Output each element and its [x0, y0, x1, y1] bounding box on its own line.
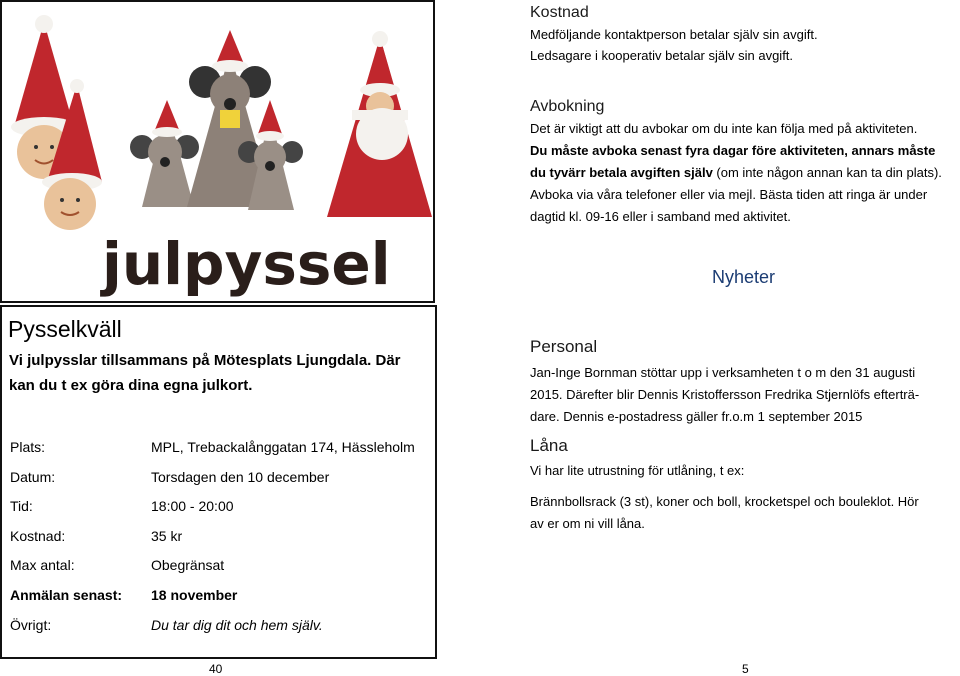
detail-label-datum: Datum:: [10, 469, 56, 485]
event-info-box: [0, 305, 437, 659]
avbokning-line-2: Du måste avboka senast fyra dagar före aktiviteten, annars måste: [530, 143, 936, 158]
detail-label-tid: Tid:: [10, 498, 33, 514]
personal-line-2: 2015. Därefter blir Dennis Kristoffersson Fredrika Stjernlöfs efterträ-: [530, 387, 920, 402]
personal-line-1: Jan-Inge Bornman stöttar upp i verksamheten t o m den 31 augusti: [530, 365, 916, 380]
page-number-left: 40: [209, 662, 223, 676]
avbokning-heading: Avbokning: [530, 98, 605, 115]
event-title: Pysselkväll: [8, 316, 122, 342]
personal-line-3: dare. Dennis e-postadress gäller fr.o.m 1 september 2015: [530, 409, 863, 424]
event-intro-line-1: Vi julpysslar tillsammans på Mötesplats Ljungdala. Där: [9, 352, 401, 369]
santa-figure: [327, 31, 432, 217]
detail-value-tid: 18:00 - 20:00: [151, 498, 234, 514]
avbokning-line-3: [530, 162, 942, 183]
detail-label-ovrigt: Övrigt:: [10, 617, 52, 633]
lana-line-3: av er om ni vill låna.: [530, 516, 645, 531]
kostnad-heading: Kostnad: [530, 4, 589, 21]
mouse-figure-left: [130, 100, 199, 207]
detail-value-datum: Torsdagen den 10 december: [151, 469, 330, 485]
detail-label-anmalan: Anmälan senast:: [10, 587, 123, 603]
nyheter-heading: Nyheter: [712, 267, 776, 287]
detail-label-kostnad: Kostnad:: [10, 528, 66, 544]
avbokning-line-3-rest: (om inte någon annan kan ta din plats).: [712, 165, 942, 180]
kostnad-line-1: Medföljande kontaktperson betalar själv sin avgift.: [530, 27, 818, 42]
christmas-figures-image: [2, 2, 433, 301]
julpyssel-lettering: julpyssel: [102, 230, 391, 298]
detail-label-max-antal: Max antal:: [10, 557, 75, 573]
event-intro-line-2: kan du t ex göra dina egna julkort.: [9, 377, 253, 394]
detail-value-max-antal: Obegränsat: [151, 557, 225, 573]
detail-value-anmalan: 18 november: [151, 587, 238, 603]
detail-value-kostnad: 35 kr: [151, 528, 183, 544]
page-number-right: 5: [742, 662, 749, 676]
detail-label-plats: Plats:: [10, 439, 46, 455]
lana-heading: Låna: [530, 436, 568, 455]
avbokning-line-3-bold: du tyvärr betala avgiften själv: [530, 165, 713, 180]
lana-line-2: Brännbollsrack (3 st), koner och boll, krocketspel och bouleklot. Hör: [530, 494, 919, 509]
avbokning-line-5: dagtid kl. 09-16 eller i samband med aktivitet.: [530, 209, 791, 224]
avbokning-line-1: Det är viktigt att du avbokar om du inte kan följa med på aktiviteten.: [530, 121, 918, 136]
detail-value-ovrigt: Du tar dig dit och hem själv.: [151, 617, 323, 633]
personal-heading: Personal: [530, 337, 598, 356]
detail-value-plats: MPL, Trebackalånggatan 174, Hässleholm: [151, 439, 415, 455]
lana-line-1: Vi har lite utrustning för utlåning, t ex:: [530, 463, 745, 478]
avbokning-line-4: Avboka via våra telefoner eller via mejl. Bästa tiden att ringa är under: [530, 187, 928, 202]
julpyssel-illustration: [0, 0, 435, 303]
kostnad-line-2: Ledsagare i kooperativ betalar själv sin avgift.: [530, 48, 794, 63]
